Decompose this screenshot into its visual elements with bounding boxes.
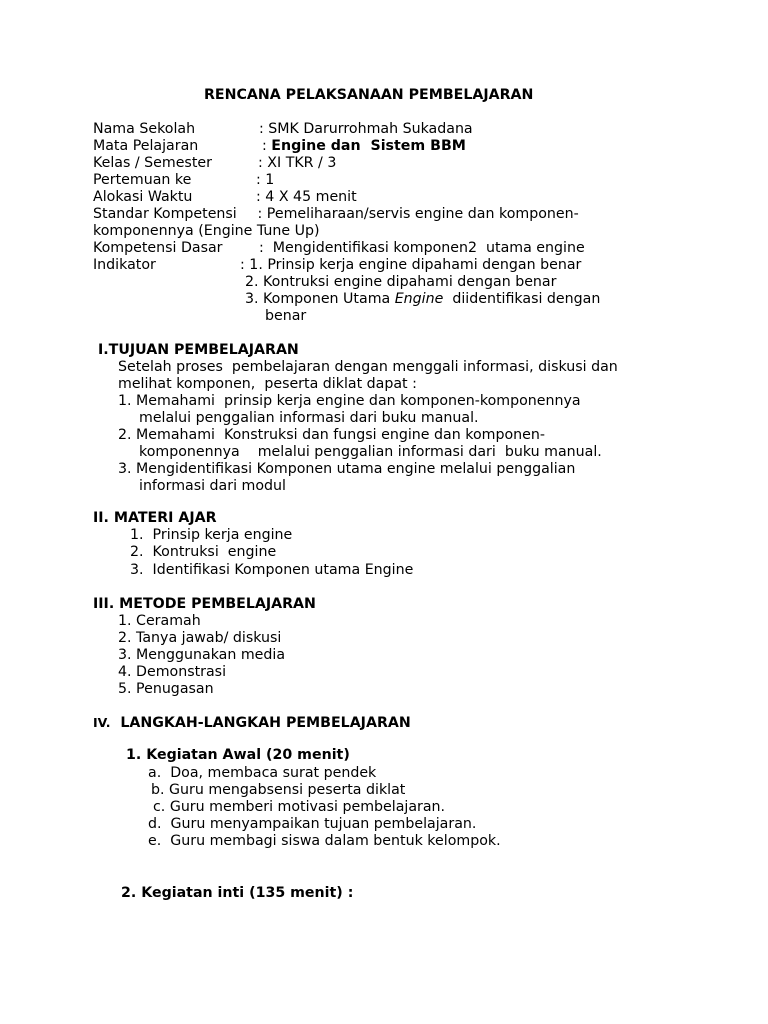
- indicator-item-3: [245, 291, 600, 308]
- subject-value: Engine dan Sistem BBM: [271, 138, 466, 154]
- indicator-item-1: : 1. Prinsip kerja engine dipahami dengan benar: [240, 257, 582, 273]
- section-steps-heading: [93, 714, 411, 732]
- indicator-3-prefix: 3. Komponen Utama: [245, 291, 395, 307]
- objective-item-2-continuation: komponennya melalui penggalian informasi dari buku manual.: [139, 444, 602, 460]
- time-label: Alokasi Waktu: [93, 189, 193, 205]
- activity-opening-item: e. Guru membagi siswa dalam bentuk kelompok.: [148, 833, 501, 849]
- method-item: 4. Demonstrasi: [118, 664, 227, 680]
- activity-opening-heading: 1. Kegiatan Awal (20 menit): [126, 747, 350, 763]
- indicator-label: Indikator: [93, 257, 156, 273]
- method-item: 1. Ceramah: [118, 613, 201, 629]
- objective-item-1: 1. Memahami prinsip kerja engine dan komponen-komponennya: [118, 393, 581, 409]
- class-value: : XI TKR / 3: [258, 155, 337, 171]
- indicator-item-2: 2. Kontruksi engine dipahami dengan benar: [245, 274, 557, 290]
- material-item: 1. Prinsip kerja engine: [130, 527, 293, 543]
- indicator-3-emphasis: Engine: [394, 291, 444, 307]
- section-methods-heading: III. METODE PEMBELAJARAN: [93, 596, 316, 612]
- standard-value: : Pemeliharaan/servis engine dan komponen-: [253, 206, 579, 222]
- basic-competency-value: : Mengidentifikasi komponen2 utama engine: [259, 240, 585, 256]
- meeting-label: Pertemuan ke: [93, 172, 192, 188]
- school-label: Nama Sekolah: [93, 121, 196, 137]
- activity-opening-item: b. Guru mengabsensi peserta diklat: [151, 782, 406, 798]
- subject-label: Mata Pelajaran: [93, 138, 199, 154]
- activity-core-heading: 2. Kegiatan inti (135 menit) :: [121, 885, 354, 901]
- time-value: : 4 X 45 menit: [256, 189, 357, 205]
- page-title: RENCANA PELAKSANAAN PEMBELAJARAN: [204, 87, 534, 103]
- method-item: 2. Tanya jawab/ diskusi: [118, 630, 282, 646]
- subject-value-line: [262, 138, 466, 155]
- objective-item-3-continuation: informasi dari modul: [139, 478, 286, 494]
- standard-label: Standar Kompetensi: [93, 206, 237, 222]
- method-item: 5. Penugasan: [118, 681, 214, 697]
- method-item: 3. Menggunakan media: [118, 647, 286, 663]
- activity-opening-item: d. Guru menyampaikan tujuan pembelajaran.: [148, 816, 477, 832]
- school-value: : SMK Darurrohmah Sukadana: [259, 121, 473, 137]
- material-item: 2. Kontruksi engine: [130, 544, 277, 560]
- indicator-3-suffix: diidentifikasi dengan: [443, 291, 601, 307]
- activity-opening-item: c. Guru memberi motivasi pembelajaran.: [153, 799, 446, 815]
- objective-item-1-continuation: melalui penggalian informasi dari buku manual.: [139, 410, 479, 426]
- objectives-intro-line-2: melihat komponen, peserta diklat dapat :: [118, 376, 417, 392]
- section-objectives-heading: I.TUJUAN PEMBELAJARAN: [98, 342, 299, 358]
- activity-opening-item: a. Doa, membaca surat pendek: [148, 765, 377, 781]
- meeting-value: : 1: [256, 172, 275, 188]
- material-item: 3. Identifikasi Komponen utama Engine: [130, 562, 414, 578]
- indicator-item-3-continuation: benar: [265, 308, 307, 324]
- class-label: Kelas / Semester: [93, 155, 212, 171]
- objective-item-3: 3. Mengidentifikasi Komponen utama engine melalui penggalian: [118, 461, 576, 477]
- section-steps-title: LANGKAH-LANGKAH PEMBELAJARAN: [110, 715, 411, 731]
- objectives-intro-line-1: Setelah proses pembelajaran dengan menggali informasi, diskusi dan: [118, 359, 618, 375]
- basic-competency-label: Kompetensi Dasar: [93, 240, 223, 256]
- section-steps-number: IV.: [93, 715, 111, 730]
- objective-item-2: 2. Memahami Konstruksi dan fungsi engine dan komponen-: [118, 427, 545, 443]
- section-material-heading: II. MATERI AJAR: [93, 510, 217, 526]
- subject-colon: :: [262, 138, 272, 154]
- standard-continuation: komponennya (Engine Tune Up): [93, 223, 320, 239]
